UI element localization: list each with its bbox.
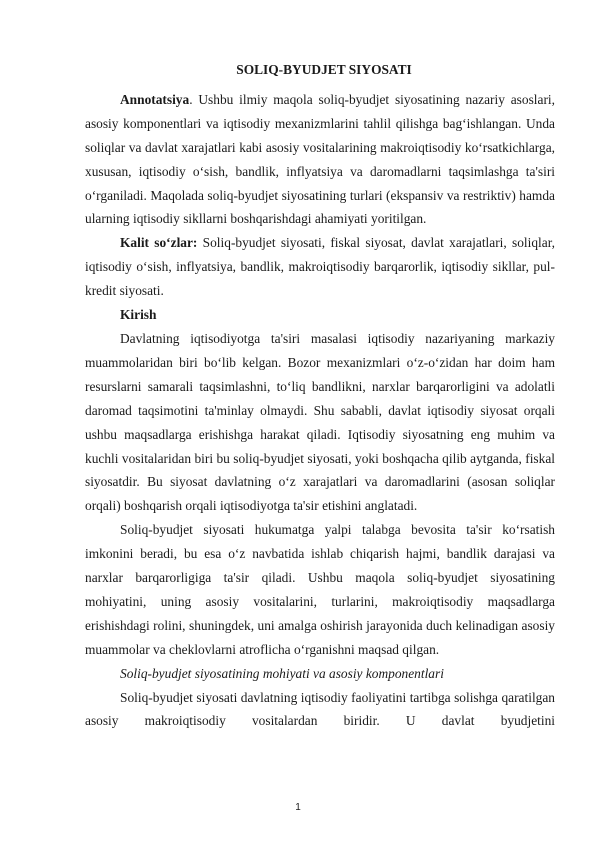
intro-paragraph-2: Soliq-byudjet siyosati hukumatga yalpi talabga bevosita ta'sir ko‘rsatish imkonini beradi, bu esa o‘z navbatida ishlab chiqarish hajmi, bandlik darajasi va narxlar barqarorligiga ta'sir qiladi. Ushbu maqola soliq-byudjet siyosatining mohiyatini, uning asosiy vositalarini, turlarini, makroiqtisodiy maqsadlarga erishishdagi rolini, shuningdek, uni amalga oshirish jarayonida duch kelinadigan asosiy muammolar va cheklovlarni atroflicha o‘rganishni maqsad qilgan. <box>85 522 555 657</box>
abstract-text: . Ushbu ilmiy maqola soliq-byudjet siyosatining nazariy asoslari, asosiy komponentlari va iqtisodiy mexanizmlarini tahlil qilishga bag‘ishlangan. Unda soliqlar va davlat xarajatlari kabi asosiy vositalarining makroiqtisodiy ko‘rsatkichlarga, xususan, iqtisodiy o‘sish, bandlik, inflyatsiya va daromadlarni taqsimlashga ta'siri o‘rganiladi. Maqolada soliq-byudjet siyosatining turlari (ekspansiv va restriktiv) hamda ularning iqtisodiy sikllarni boshqarishdagi ahamiyati yoritilgan. <box>85 91 555 227</box>
keywords-label: Kalit so‘zlar: <box>120 235 198 251</box>
page-title: SOLIQ-BYUDJET SIYOSATI <box>236 62 412 77</box>
document-page <box>85 58 555 733</box>
intro-heading: Kirish <box>120 307 157 323</box>
keywords-paragraph <box>85 231 555 303</box>
section-paragraph: Soliq-byudjet siyosati davlatning iqtisodiy faoliyatini tartibga solishga qaratilgan asosiy makroiqtisodiy vositalardan biridir. U davlat byudjetini <box>85 689 555 729</box>
keywords-text: Soliq-byudjet siyosati, fiskal siyosat, davlat xarajatlari, soliqlar, iqtisodiy o‘sish, inflyatsiya, bandlik, makroiqtisodiy barqarorlik, iqtisodiy sikllar, pul-kredit siyosati. <box>85 235 555 299</box>
abstract-label: Annotatsiya <box>120 91 190 107</box>
intro-paragraph-1: Davlatning iqtisodiyotga ta'siri masalasi iqtisodiy nazariyaning markaziy muammolaridan biri bo‘lib kelgan. Bozor mexanizmlari o‘z-o‘zidan har doim ham resurslarni samarali taqsimlashni, to‘liq bandlikni, narxlar barqarorligini va adolatli daromad taqsimotini ta'minlay olmaydi. Shu sababli, davlat iqtisodiy siyosat orqali ushbu maqsadlarga erishishga harakat qiladi. Iqtisodiy siyosatning eng muhim va kuchli vositalaridan biri bu soliq-byudjet siyosati, yoki boshqacha qilib aytganda, fiskal siyosatdir. Bu siyosat davlatning o‘z xarajatlari va daromadlarini (asosan soliqlar orqali) boshqarish orqali iqtisodiyotga ta'sir etishini anglatadi. <box>85 330 555 514</box>
page-number: 1 <box>295 802 301 813</box>
section-heading: Soliq-byudjet siyosatining mohiyati va asosiy komponentlari <box>120 665 444 681</box>
abstract-paragraph <box>85 88 555 231</box>
